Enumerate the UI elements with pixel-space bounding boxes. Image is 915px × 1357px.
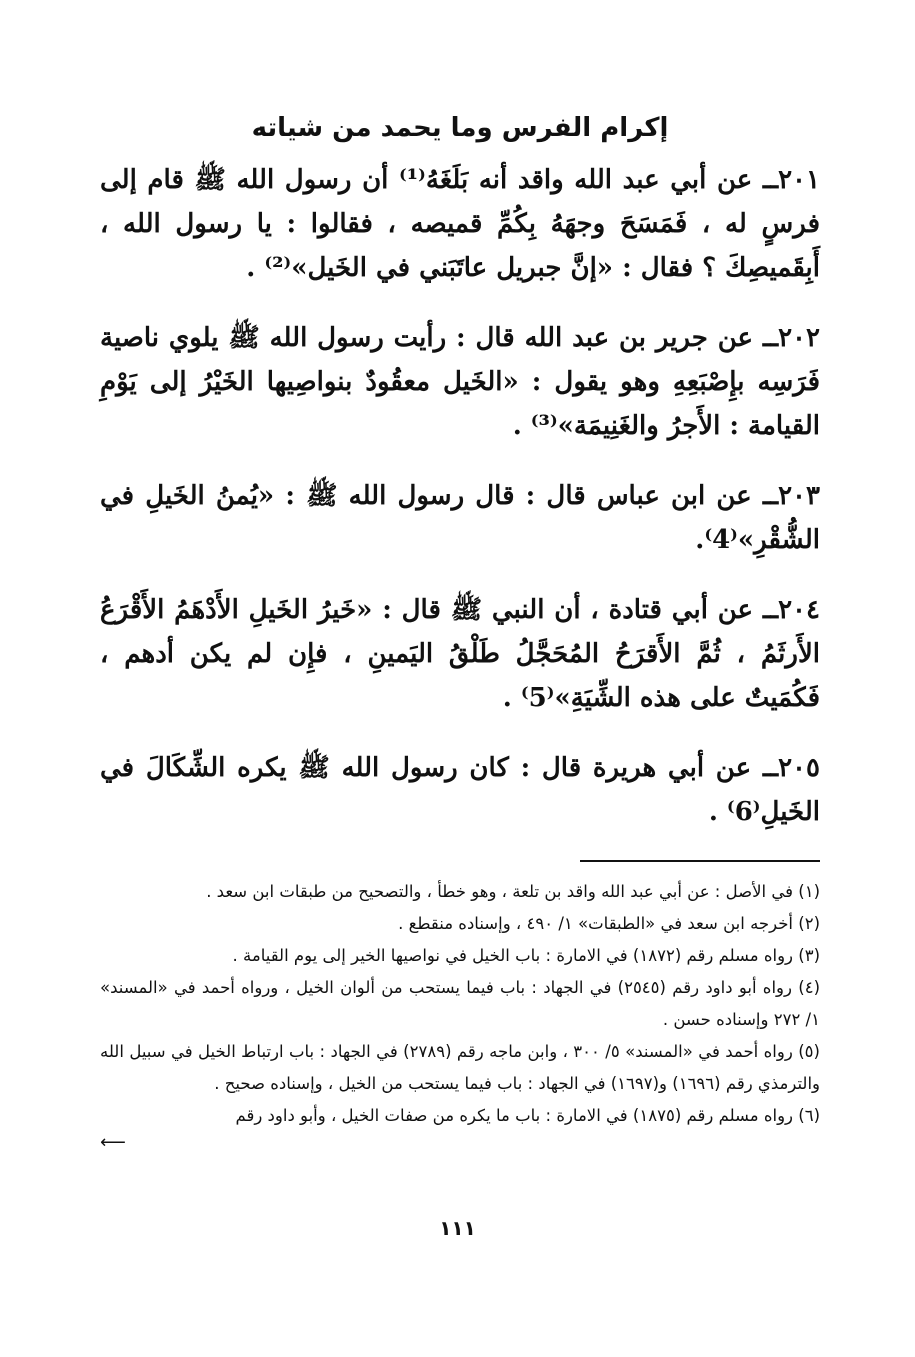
footnote-1: (١) في الأصل : عن أبي عبد الله واقد بن تلعة ، وهو خطأ ، والتصحيح من طبقات ابن سعد .: [206, 882, 820, 901]
book-page: [100, 108, 820, 1288]
footnote-6: (٦) رواه مسلم رقم (١٨٧٥) في الامارة : باب ما يكره من صفات الخيل ، وأبو داود رقم: [235, 1106, 820, 1125]
footnote-divider: [580, 860, 820, 862]
footnote-2: (٢) أخرجه ابن سعد في «الطبقات» ١/ ٤٩٠ ، وإسناده منقطع .: [398, 914, 820, 933]
continuation-arrow-icon: ⟵: [100, 1132, 126, 1153]
footnote-3: (٣) رواه مسلم رقم (١٨٧٢) في الامارة : باب الخيل في نواصيها الخير إلى يوم القيامة .: [232, 946, 820, 965]
hadith-202: ٢٠٢ــ عن جرير بن عبد الله قال : رأيت رسول الله ﷺ يلوي ناصية فَرَسِه بإِصْبَعِهِ وهو يقول : «الخَيل معقُودٌ بنواصِيها الخَيْرُ إلى يَوْمِ القيامة : الأَجرُ والغَنِيمَة»⁽³⁾ .: [100, 323, 820, 441]
chapter-heading: إكرام الفرس وما يحمد من شياته: [251, 113, 669, 143]
hadith-205: ٢٠٥ــ عن أبي هريرة قال : كان رسول الله ﷺ يكره الشِّكَالَ في الخَيلِ⁽6⁾ .: [100, 753, 820, 827]
page-number: ١١١: [439, 1216, 476, 1240]
hadith-204: ٢٠٤ــ عن أبي قتادة ، أن النبي ﷺ قال : «خَيرُ الخَيلِ الأَدْهَمُ الأَقْرَعُ الأَرثَمُ ، ثُمَّ الأَقرَحُ المُحَجَّلُ طَلْقُ اليَمينِ ، فإِن لم يكن أدهم ، فَكُمَيتٌ على هذه الشِّيَةِ»⁽5⁾ .: [100, 595, 820, 713]
hadith-203: ٢٠٣ــ عن ابن عباس قال : قال رسول الله ﷺ : «يُمنُ الخَيلِ في الشُّقْرِ»⁽4⁾.: [100, 481, 820, 555]
hadith-201: ٢٠١ــ عن أبي عبد الله واقد أنه بَلَغَهُ⁽¹⁾ أن رسول الله ﷺ قام إلى فرسٍ له ، فَمَسَحَ وجهَهُ بِكُمِّ قميصه ، فقالوا : يا رسول الله ، أَبِقَميصِكَ ؟ فقال : «إنَّ جبريل عاتَبَني في الخَيل»⁽²⁾ .: [100, 165, 820, 283]
footnote-4: (٤) رواه أبو داود رقم (٢٥٤٥) في الجهاد : باب فيما يستحب من ألوان الخيل ، ورواه أحمد في «المسند» ١/ ٢٧٢ وإسناده حسن .: [100, 978, 820, 1029]
footnote-5: (٥) رواه أحمد في «المسند» ٥/ ٣٠٠ ، وابن ماجه رقم (٢٧٨٩) في الجهاد : باب ارتباط الخيل في سبيل الله والترمذي رقم (١٦٩٦) و(١٦٩٧) في الجهاد : باب فيما يستحب من الخيل ، وإسناده صحيح .: [100, 1042, 820, 1093]
